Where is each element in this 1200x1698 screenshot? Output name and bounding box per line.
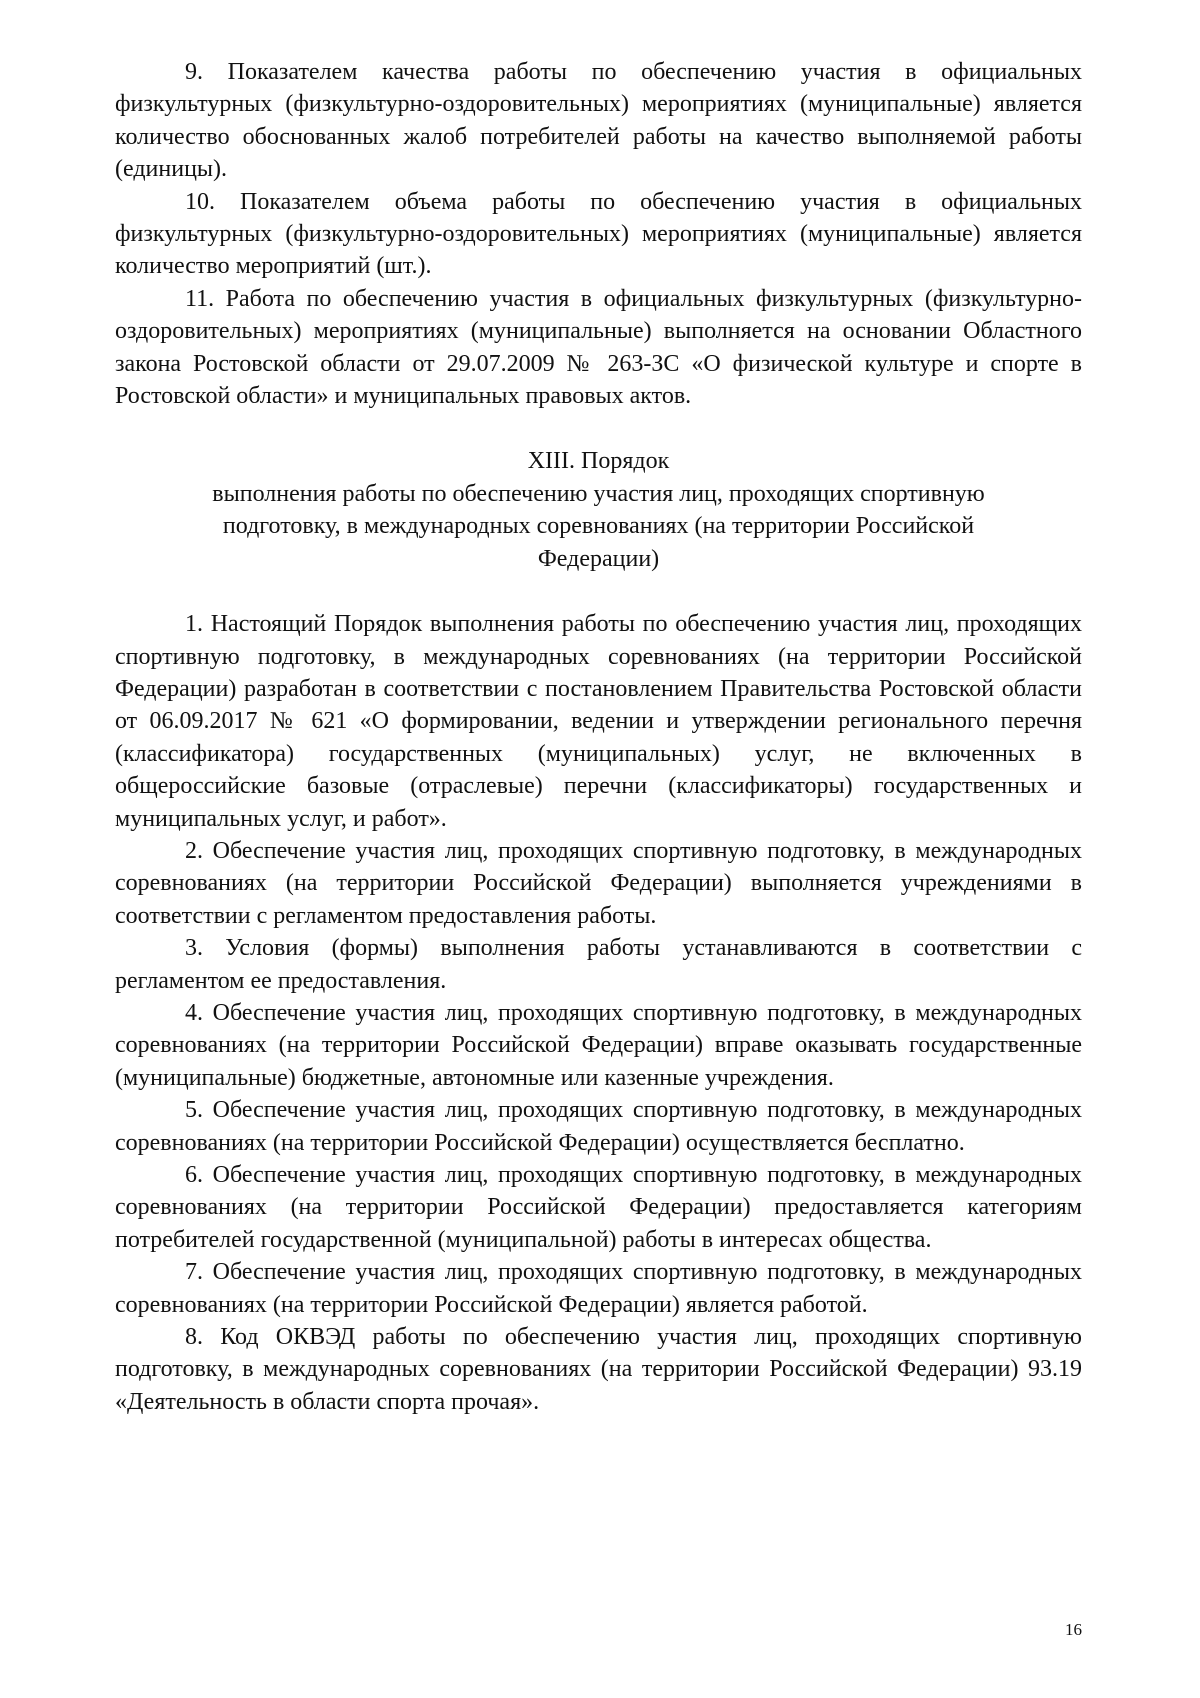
paragraph-7: 7. Обеспечение участия лиц, проходящих спортивную подготовку, в международных соревнованиях (на территории Российской Федерации) является работой.: [115, 1259, 1082, 1318]
page-number: 16: [1065, 1620, 1082, 1639]
paragraph-4: 4. Обеспечение участия лиц, проходящих спортивную подготовку, в международных соревнованиях (на территории Российской Федерации) вправе оказывать государственные (муниципальные) бюджетные, автономные или казенные учреждения.: [115, 999, 1082, 1091]
paragraph-11: 11. Работа по обеспечению участия в официальных физкультурных (физкультурно-оздоровительных) мероприятиях (муниципальные) выполняется на основании Областного закона Ростовской области от 29.07.2009 № 263-ЗС «О физической культуре и спорте в Ростовской области» и муниципальных правовых актов.: [115, 285, 1082, 410]
paragraph-9: 9. Показателем качества работы по обеспечению участия в официальных физкультурных (физкультурно-оздоровительных) мероприятиях (муниципальные) является количество обоснованных жалоб потребителей работы на качество выполняемой работы (единицы).: [115, 59, 1082, 183]
paragraph-2: 2. Обеспечение участия лиц, проходящих спортивную подготовку, в международных соревнованиях (на территории Российской Федерации) выполняется учреждениями в соответствии с регламентом предоставления работы.: [115, 837, 1082, 929]
section-heading: [115, 445, 1082, 575]
paragraph-8: 8. Код ОКВЭД работы по обеспечению участия лиц, проходящих спортивную подготовку, в международных соревнованиях (на территории Российской Федерации) 93.19 «Деятельность в области спорта прочая».: [115, 1324, 1082, 1415]
document-page: [115, 56, 1082, 1418]
paragraph-1: 1. Настоящий Порядок выполнения работы по обеспечению участия лиц, проходящих спортивную подготовку, в международных соревнованиях (на территории Российской Федерации) разработан в соответствии с постановлением Правительства Ростовской области от 06.09.2017 № 621 «О формировании, ведении и утверждении регионального перечня (классификатора) государственных (муниципальных) услуг, не включенных в общероссийские базовые (отраслевые) перечни (классификаторы) государственных и муниципальных услуг, и работ».: [115, 611, 1082, 832]
paragraph-5: 5. Обеспечение участия лиц, проходящих спортивную подготовку, в международных соревнованиях (на территории Российской Федерации) осуществляется бесплатно.: [115, 1097, 1082, 1156]
paragraph-3: 3. Условия (формы) выполнения работы устанавливаются в соответствии с регламентом ее предоставления.: [115, 935, 1082, 994]
paragraph-10: 10. Показателем объема работы по обеспечению участия в официальных физкультурных (физкультурно-оздоровительных) мероприятиях (муниципальные) является количество мероприятий (шт.).: [115, 188, 1082, 280]
paragraph-6: 6. Обеспечение участия лиц, проходящих спортивную подготовку, в международных соревнованиях (на территории Российской Федерации) предоставляется категориям потребителей государственной (муниципальной) работы в интересах общества.: [115, 1162, 1082, 1253]
section-title: XIII. Порядок: [527, 448, 670, 475]
section-subtitle: выполнения работы по обеспечению участия лиц, проходящих спортивную подготовку, в международных соревнованиях (на территории Российской Федерации): [212, 480, 985, 572]
